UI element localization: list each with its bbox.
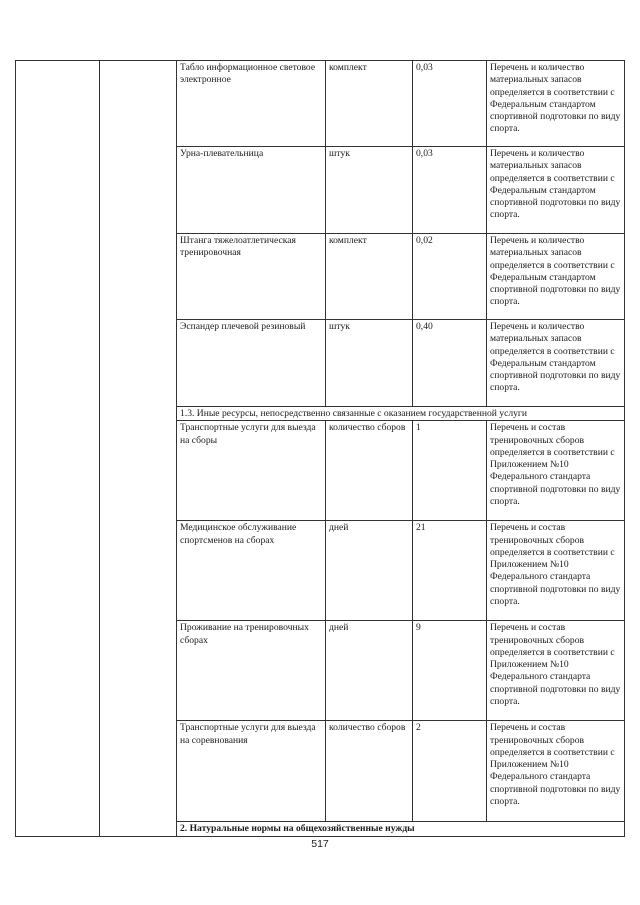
note-cell: Перечень и количество материальных запасов определяется в соответствии с Федеральным стандартом спортивной подготовки по виду спорта. <box>487 147 625 234</box>
unit-cell: штук <box>326 147 413 234</box>
resource-name: Медицинское обслуживание спортсменов на сборах <box>177 521 326 621</box>
note-cell: Перечень и состав тренировочных сборов определяется в соответствии с Приложением №10 Федерального стандарта спортивной подготовки по виду спорта. <box>487 421 625 521</box>
quantity-cell: 2 <box>413 721 487 822</box>
unit-cell: количество сборов <box>326 721 413 822</box>
note-cell: Перечень и состав тренировочных сборов определяется в соответствии с Приложением №10 Федерального стандарта спортивной подготовки по виду спорта. <box>487 521 625 621</box>
note-cell: Перечень и состав тренировочных сборов определяется в соответствии с Приложением №10 Федерального стандарта спортивной подготовки по виду спорта. <box>487 721 625 822</box>
section-heading: 1.3. Иные ресурсы, непосредственно связанные с оказанием государственной услуги <box>177 407 625 421</box>
note-cell: Перечень и количество материальных запасов определяется в соответствии с Федеральным стандартом спортивной подготовки по виду спорта. <box>487 234 625 320</box>
quantity-cell: 9 <box>413 621 487 721</box>
resource-name: Штанга тяжелоатлетическая тренировочная <box>177 234 326 320</box>
note-cell: Перечень и количество материальных запасов определяется в соответствии с Федеральным стандартом спортивной подготовки по виду спорта. <box>487 320 625 407</box>
quantity-cell: 0,03 <box>413 147 487 234</box>
quantity-cell: 1 <box>413 421 487 521</box>
empty-column-cell <box>100 61 177 837</box>
unit-cell: комплект <box>326 61 413 147</box>
quantity-cell: 0,02 <box>413 234 487 320</box>
unit-cell: количество сборов <box>326 421 413 521</box>
note-cell: Перечень и состав тренировочных сборов определяется в соответствии с Приложением №10 Федерального стандарта спортивной подготовки по виду спорта. <box>487 621 625 721</box>
unit-cell: комплект <box>326 234 413 320</box>
quantity-cell: 21 <box>413 521 487 621</box>
table-row <box>16 61 625 147</box>
note-cell: Перечень и количество материальных запасов определяется в соответствии с Федеральным стандартом спортивной подготовки по виду спорта. <box>487 61 625 147</box>
quantity-cell: 0,03 <box>413 61 487 147</box>
unit-cell: штук <box>326 320 413 407</box>
page-number: 517 <box>311 838 329 850</box>
resource-name: Транспортные услуги для выезда на соревнования <box>177 721 326 822</box>
unit-cell: дней <box>326 521 413 621</box>
resource-name: Транспортные услуги для выезда на сборы <box>177 421 326 521</box>
norms-table <box>15 60 625 837</box>
unit-cell: дней <box>326 621 413 721</box>
resource-name: Эспандер плечевой резиновый <box>177 320 326 407</box>
resource-name: Табло информационное световое электронное <box>177 61 326 147</box>
resource-name: Урна-плевательница <box>177 147 326 234</box>
empty-column-cell <box>16 61 100 837</box>
resource-name: Проживание на тренировочных сборах <box>177 621 326 721</box>
section-heading: 2. Натуральные нормы на общехозяйственные нужды <box>177 822 625 836</box>
quantity-cell: 0,40 <box>413 320 487 407</box>
